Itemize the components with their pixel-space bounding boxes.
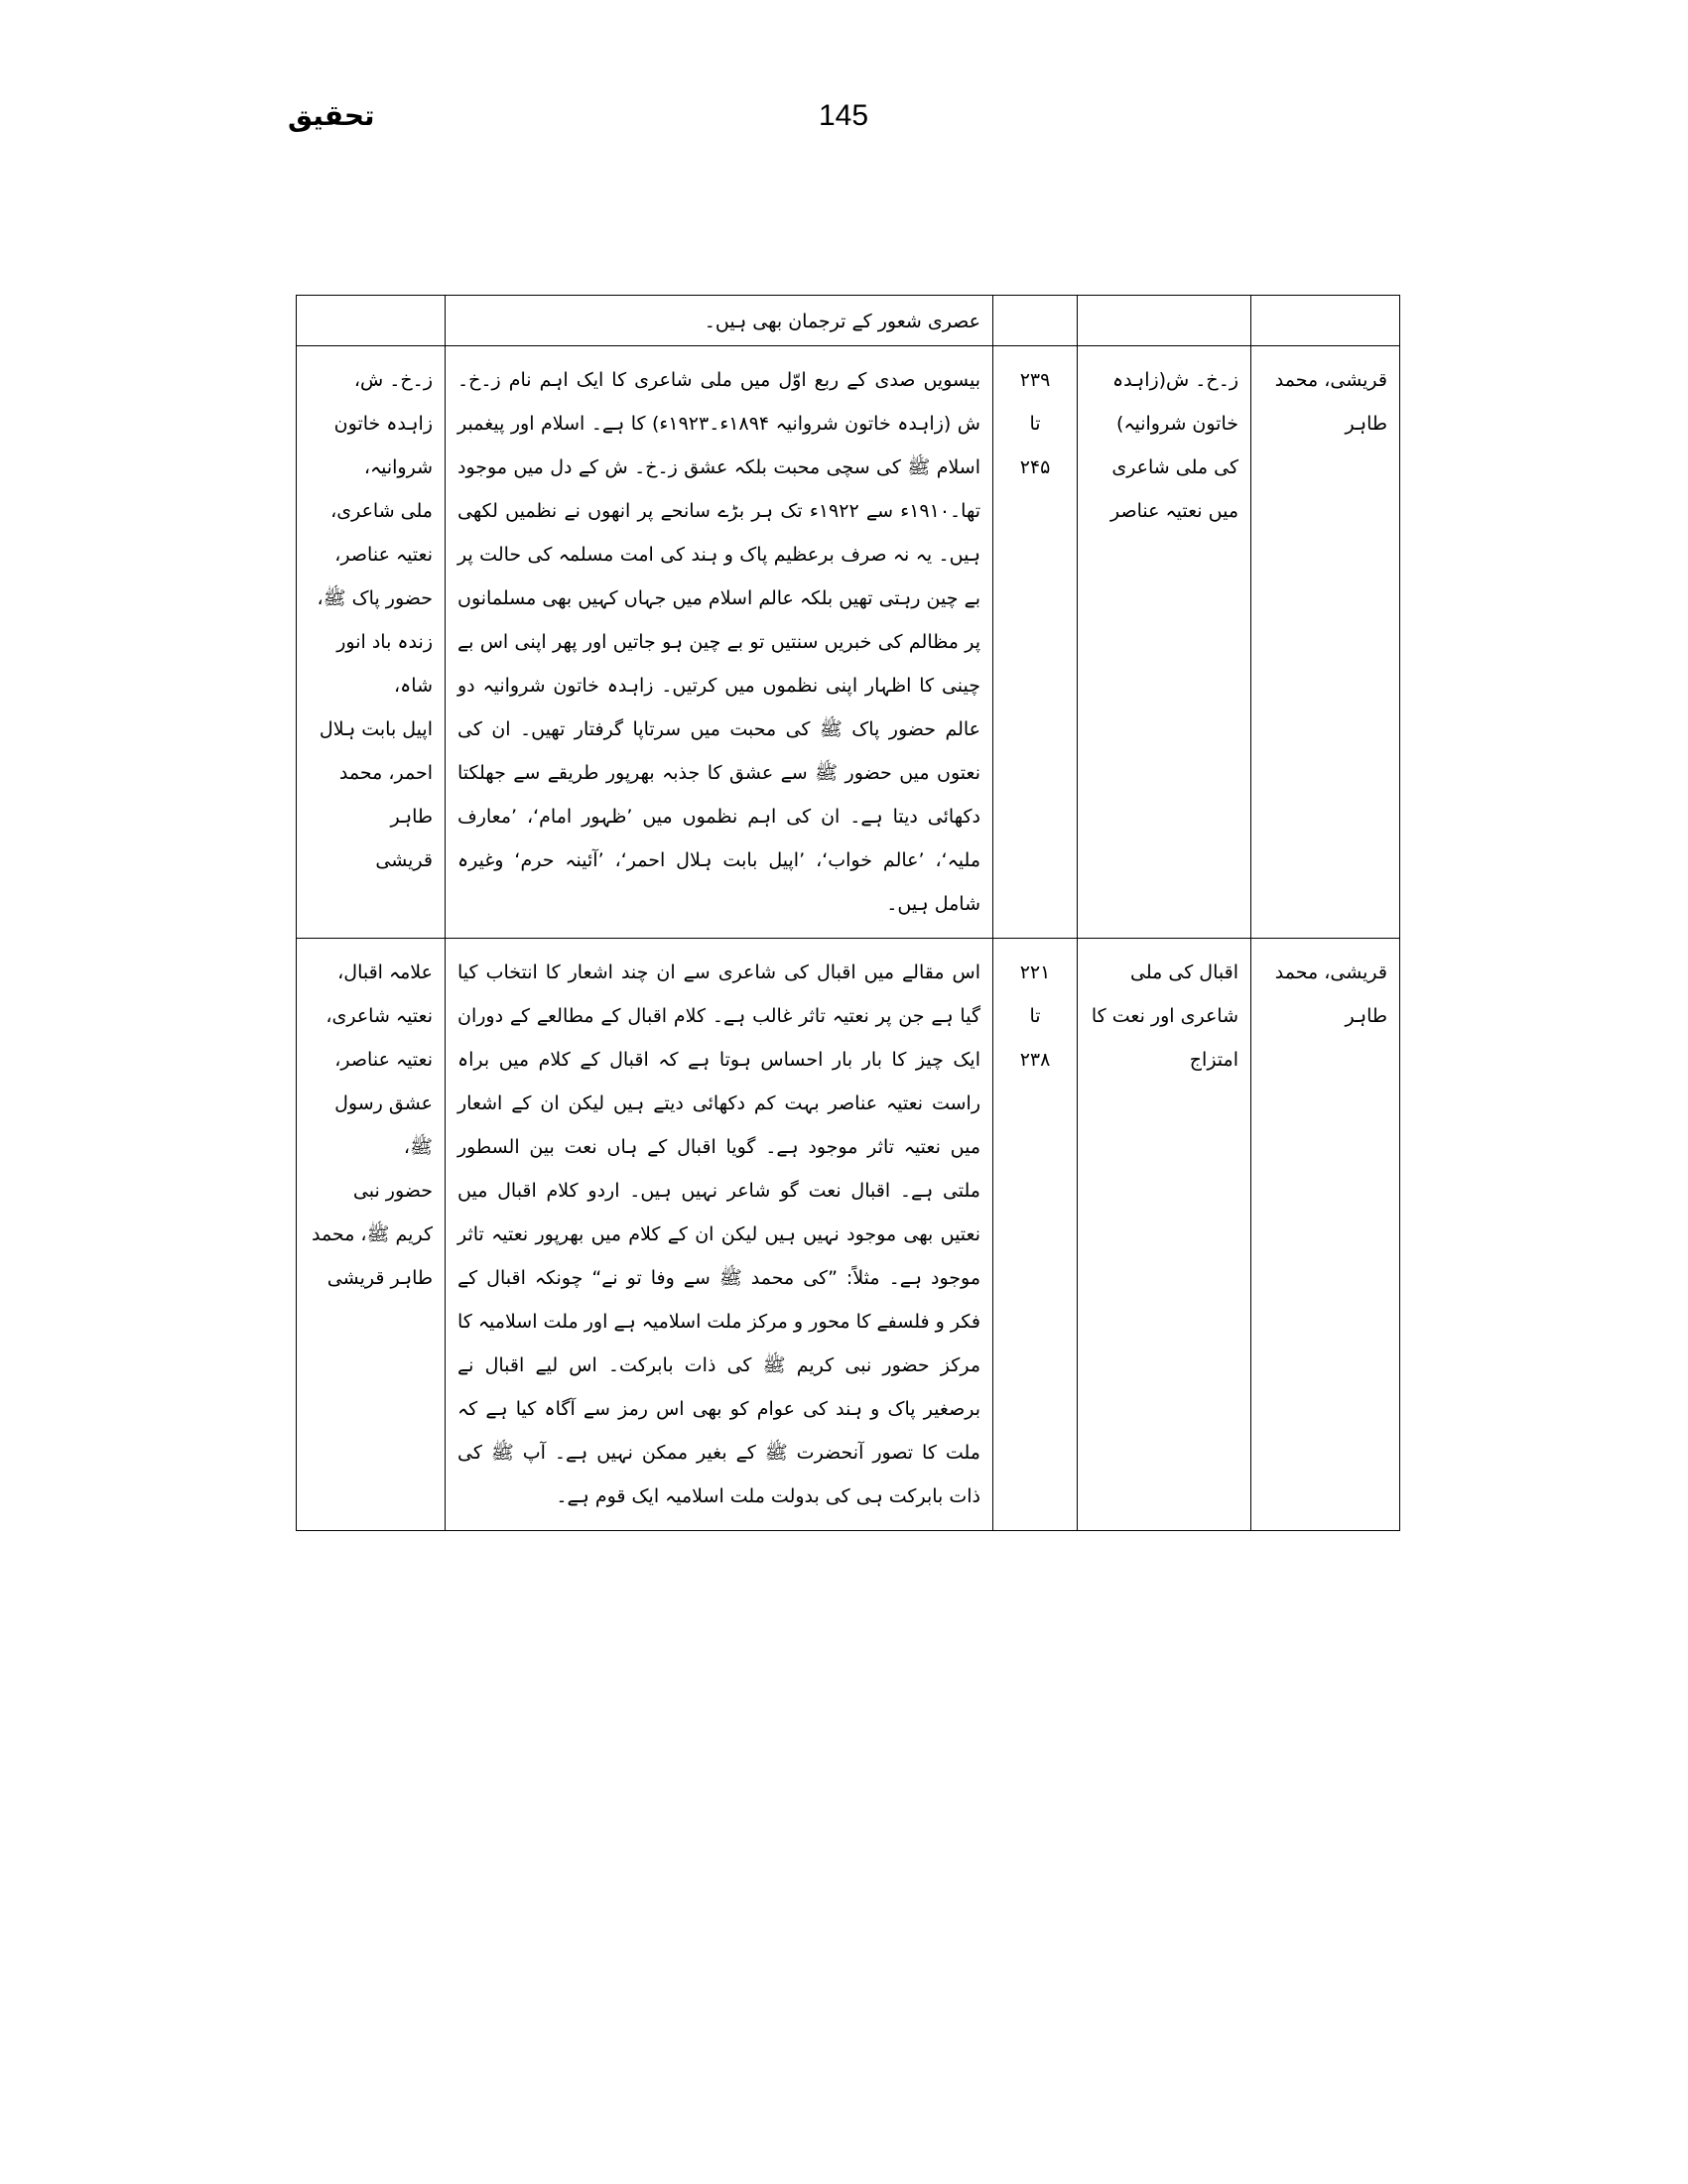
keyword: نعتیہ عناصر، — [334, 1049, 433, 1071]
keyword: نعتیہ شاعری، — [325, 1005, 433, 1027]
page-to: ۲۳۸ — [1019, 1049, 1051, 1071]
author-cell — [1251, 296, 1400, 346]
keyword: علامہ اقبال، — [337, 962, 433, 983]
abstract-continuation: عصری شعور کے ترجمان بھی ہیں۔ — [446, 296, 993, 346]
page-range-separator: تا — [1029, 1005, 1041, 1027]
page-number: 145 — [818, 99, 869, 132]
keywords-cell — [297, 296, 446, 346]
keyword: ملی شاعری، — [330, 500, 433, 522]
table-row — [297, 346, 1400, 939]
keyword: احمر، محمد طاہر — [338, 762, 433, 828]
catalog-table — [296, 295, 1400, 1531]
keyword: اپیل بابت ہلال — [319, 718, 433, 740]
keyword: حضور پاک ﷺ، — [317, 587, 433, 609]
keyword: نعتیہ عناصر، — [334, 544, 433, 566]
abstract-cell: اس مقالے میں اقبال کی شاعری سے ان چند اشعار کا انتخاب کیا گیا ہے جن پر نعتیہ تاثر غالب ہے۔ کلام اقبال کے مطالعے کے دوران ایک چیز کا بار بار احساس ہوتا ہے کہ اقبال کے کلام میں براہ راست نعتیہ عناصر بہت کم دکھائی دیتے ہیں لیکن ان کے اشعار میں نعتیہ تاثر موجود ہے۔ گویا اقبال کے ہاں نعت بین السطور ملتی ہے۔ اقبال نعت گو شاعر نہیں ہیں۔ اردو کلام اقبال میں نعتیں بھی موجود نہیں ہیں لیکن ان کے کلام میں بھرپور نعتیہ تاثر موجود ہے۔ مثلاً: ”کی محمد ﷺ سے وفا تو نے“ چونکہ اقبال کے فکر و فلسفے کا محور و مرکز ملت اسلامیہ ہے اور ملت اسلامیہ کا مرکز حضور نبی کریم ﷺ کی ذات بابرکت۔ اس لیے اقبال نے برصغیر پاک و ہند کی عوام کو بھی اس رمز سے آگاہ کیا ہے کہ ملت کا تصور آنحضرت ﷺ کے بغیر ممکن نہیں ہے۔ آپ ﷺ کی ذات بابرکت ہی کی بدولت ملت اسلامیہ ایک قوم ہے۔ — [446, 939, 993, 1531]
keyword: شروانیہ، — [363, 456, 433, 478]
keyword: ز۔خ۔ ش، — [353, 369, 433, 391]
pages-cell — [993, 346, 1078, 939]
table-row — [297, 939, 1400, 1531]
title-cell: اقبال کی ملی شاعری اور نعت کا امتزاج — [1078, 939, 1251, 1531]
author-cell: قریشی، محمد طاہر — [1251, 939, 1400, 1531]
keywords-cell — [297, 346, 446, 939]
keyword: قریشی — [375, 849, 433, 871]
continuation-row — [297, 296, 1400, 346]
keyword: طاہر قریشی — [326, 1267, 433, 1289]
author-cell: قریشی، محمد طاہر — [1251, 346, 1400, 939]
pages-cell — [993, 296, 1078, 346]
keywords-cell — [297, 939, 446, 1531]
pages-cell — [993, 939, 1078, 1531]
title-cell — [1078, 296, 1251, 346]
abstract-cell: بیسویں صدی کے ربع اوّل میں ملی شاعری کا ایک اہم نام ز۔خ۔ ش (زاہدہ خاتون شروانیہ ۱۸۹۴ء۔۱۹۲۳ء) کا ہے۔ اسلام اور پیغمبر اسلام ﷺ کی سچی محبت بلکہ عشق ز۔خ۔ ش کے دل میں موجود تھا۔۱۹۱۰ء سے ۱۹۲۲ء تک ہر بڑے سانحے پر انھوں نے نظمیں لکھی ہیں۔ یہ نہ صرف برعظیم پاک و ہند کی امت مسلمہ کی حالت پر بے چین رہتی تھیں بلکہ عالم اسلام میں جہاں کہیں بھی مسلمانوں پر مظالم کی خبریں سنتیں تو بے چین ہو جاتیں اور پھر اپنی اس بے چینی کا اظہار اپنی نظموں میں کرتیں۔ زاہدہ خاتون شروانیہ دو عالم حضور پاک ﷺ کی محبت میں سرتاپا گرفتار تھیں۔ ان کی نعتوں میں حضور ﷺ سے عشق کا جذبہ بھرپور طریقے سے جھلکتا دکھائی دیتا ہے۔ ان کی اہم نظموں میں ’ظہور امام‘، ’معارف ملیہ‘، ’عالم خواب‘، ’اپیل بابت ہلال احمر‘، ’آئینہ حرم‘ وغیرہ شامل ہیں۔ — [446, 346, 993, 939]
keyword: کریم ﷺ، محمد — [311, 1223, 433, 1245]
page-to: ۲۴۵ — [1019, 456, 1051, 478]
section-title: تحقیق — [288, 99, 375, 132]
keyword: زاہدہ خاتون — [333, 413, 433, 435]
keyword: عشق رسول ﷺ، — [334, 1092, 433, 1158]
keyword: حضور نبی — [352, 1180, 433, 1202]
page-range-separator: تا — [1029, 413, 1041, 435]
page-from: ۲۳۹ — [1019, 369, 1051, 391]
page-from: ۲۲۱ — [1019, 962, 1051, 983]
keyword: زندہ باد انور شاہ، — [336, 631, 433, 697]
title-cell: ز۔خ۔ ش(زاہدہ خاتون شروانیہ) کی ملی شاعری میں نعتیہ عناصر — [1078, 346, 1251, 939]
